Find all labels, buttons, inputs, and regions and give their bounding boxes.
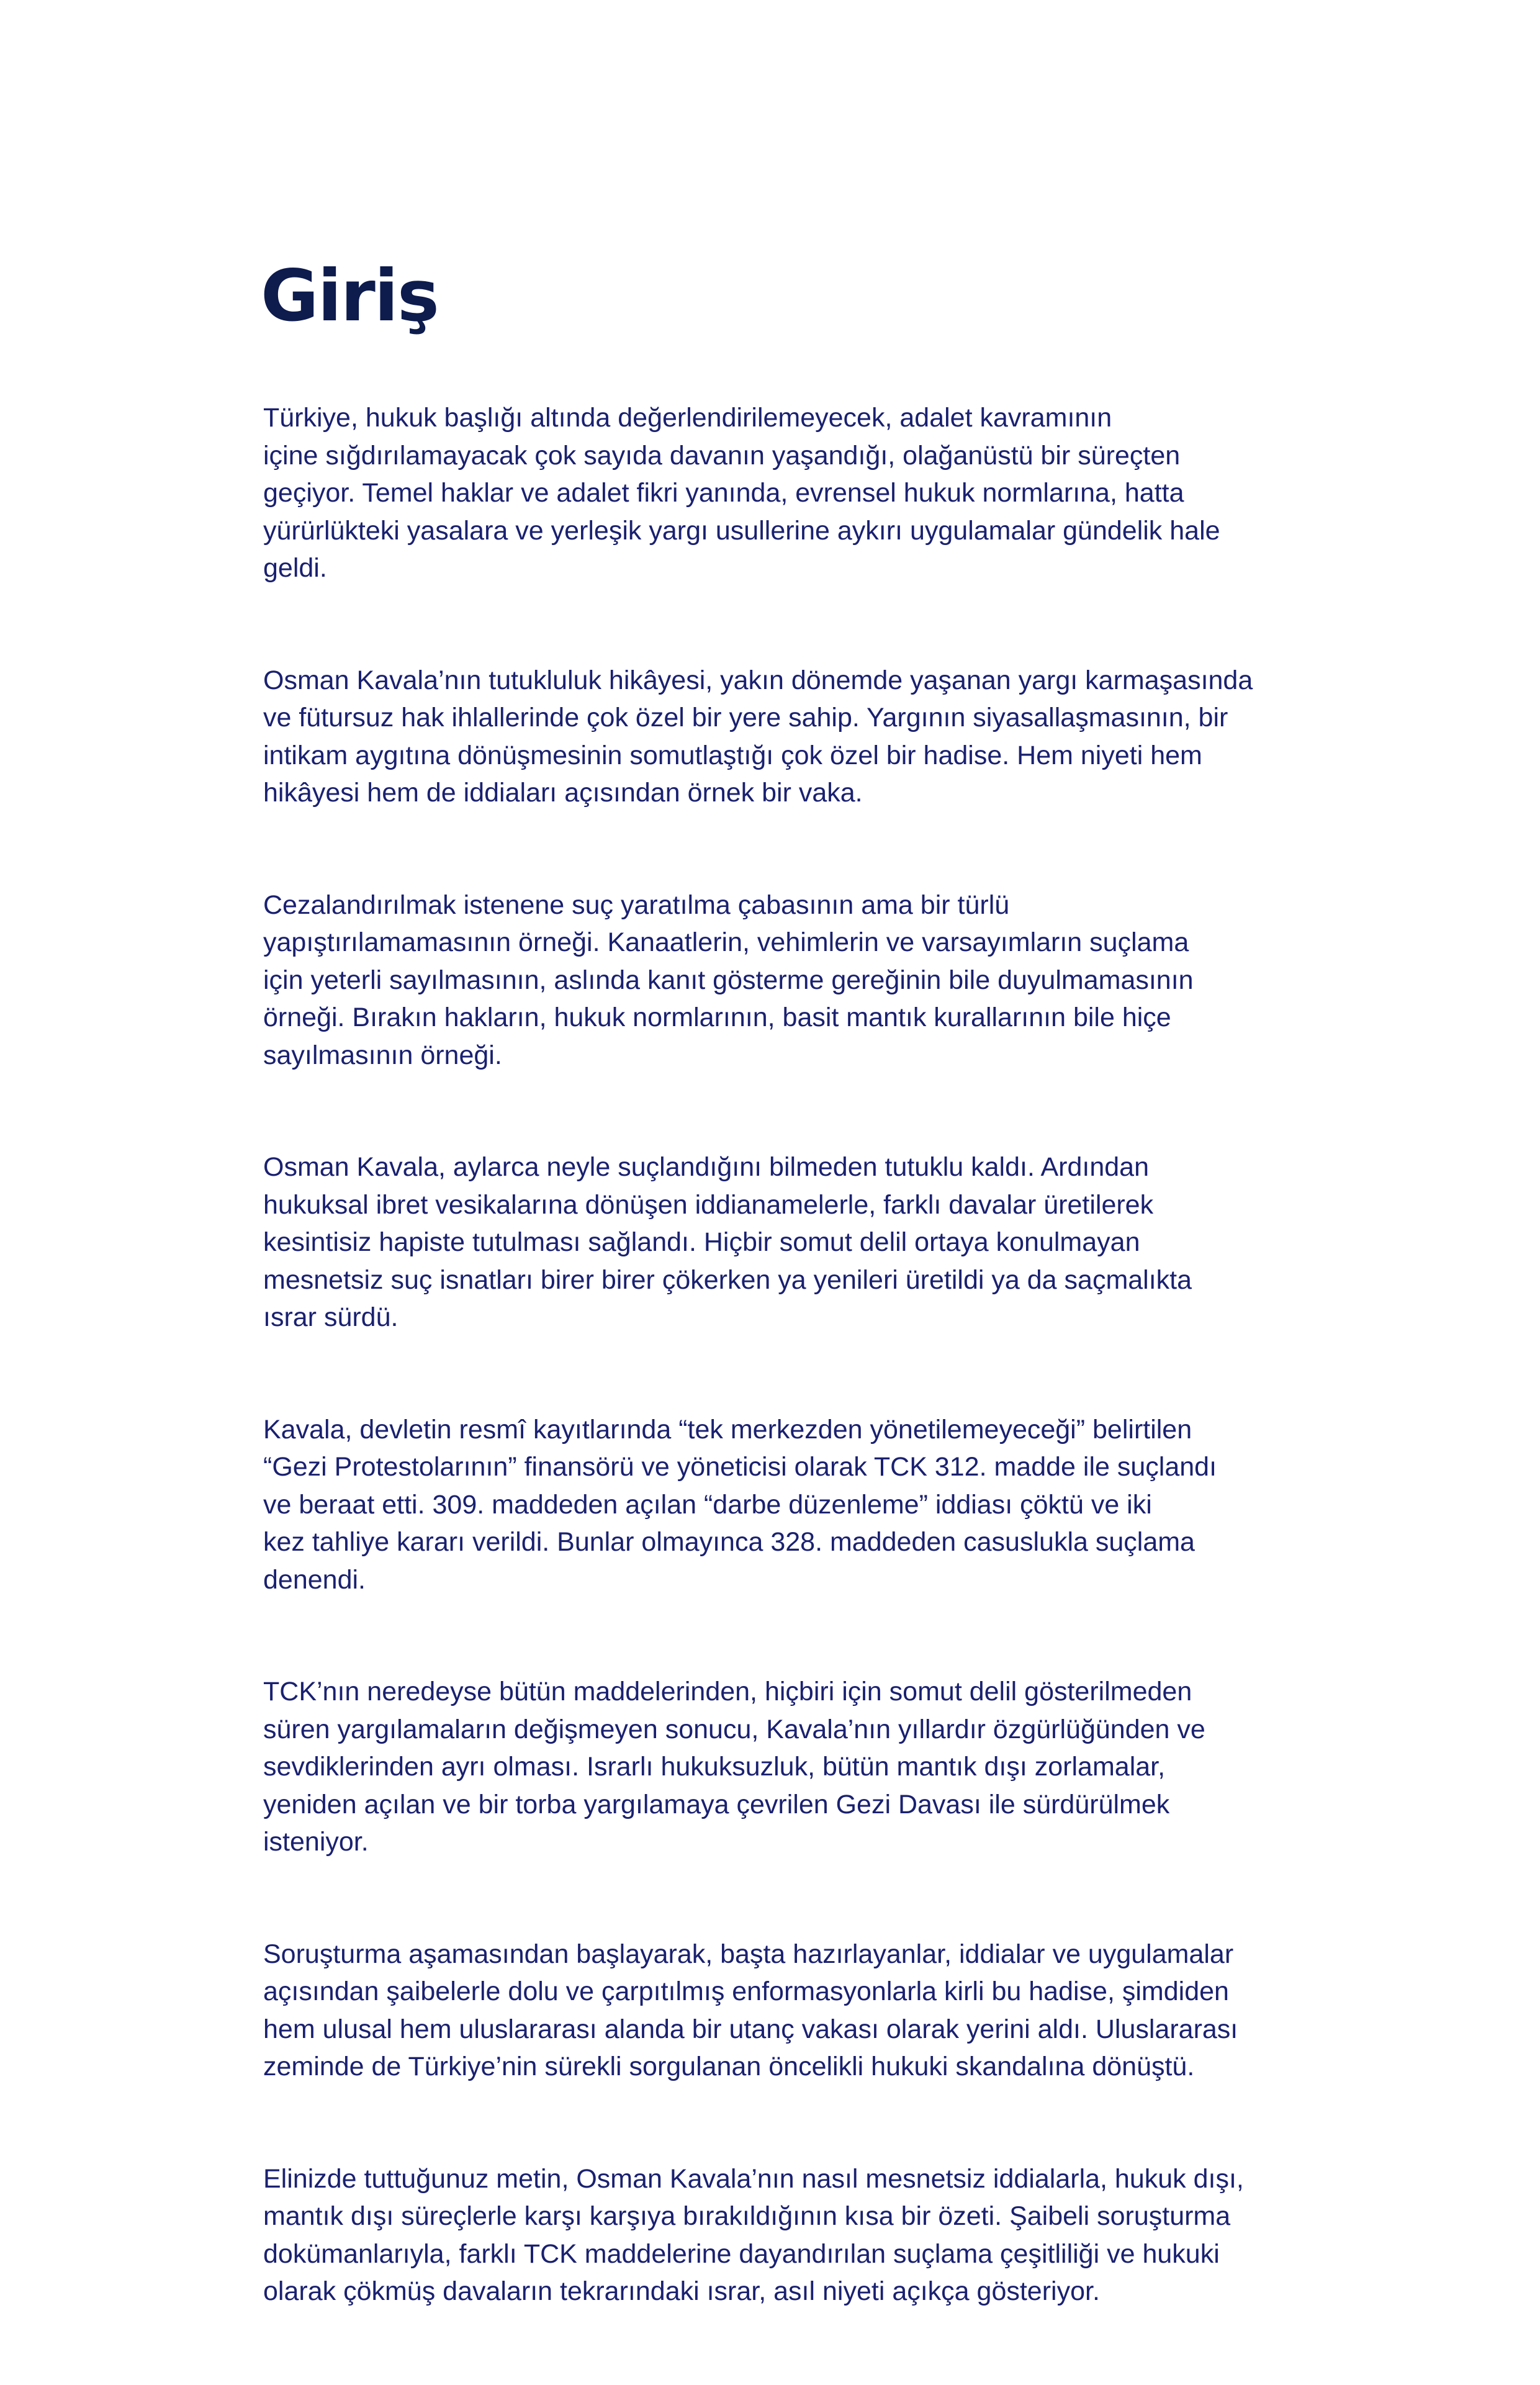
paragraph-line: TCK’nın neredeyse bütün maddelerinden, hiçbiri için somut delil gösterilmeden: [263, 1677, 1192, 1706]
paragraph-line: yürürlükteki yasalara ve yerleşik yargı usullerine aykırı uygulamalar gündelik hale: [263, 515, 1220, 546]
paragraph-line: Türkiye, hukuk başlığı altında değerlendirilemeyecek, adalet kavramının: [263, 403, 1112, 433]
paragraph-line: zeminde de Türkiye’nin sürekli sorgulanan öncelikli hukuki skandalına dönüştü.: [263, 2052, 1195, 2081]
page-title: Giriş: [261, 255, 438, 337]
paragraph-line: mesnetsiz suç isnatları birer birer çökerken ya yenileri üretildi ya da saçmalıkta: [263, 1265, 1192, 1295]
paragraph-line: Osman Kavala, aylarca neyle suçlandığını bilmeden tutuklu kaldı. Ardından: [263, 1152, 1149, 1182]
paragraph-line: hukuksal ibret vesikalarına dönüşen iddianamelerle, farklı davalar üretilerek: [263, 1189, 1154, 1220]
paragraph-line: kez tahliye kararı verildi. Bunlar olmayınca 328. maddeden casuslukla suçlama: [263, 1527, 1195, 1557]
paragraph: [263, 1148, 1318, 1337]
paragraph-line: açısından şaibelerle dolu ve çarpıtılmış enformasyonlarla kirli bu hadise, şimdiden: [263, 1977, 1229, 2006]
paragraph: [263, 662, 1318, 812]
paragraph-line: mantık dışı süreçlerle karşı karşıya bırakıldığının kısa bir özeti. Şaibeli soruşturma: [263, 2201, 1231, 2231]
paragraph-line: geldi.: [263, 553, 327, 583]
paragraph: [263, 886, 1318, 1075]
paragraph-line: dokümanlarıyla, farklı TCK maddelerine dayandırılan suçlama çeşitliliği ve hukuki: [263, 2238, 1220, 2269]
paragraph-line: Soruşturma aşamasından başlayarak, başta hazırlayanlar, iddialar ve uygulamalar: [263, 1939, 1234, 1969]
paragraph-line: isteniyor.: [263, 1827, 369, 1857]
paragraph-line: denendi.: [263, 1564, 366, 1595]
paragraph-line: olarak çökmüş davaların tekrarındaki ısrar, asıl niyeti açıkça gösteriyor.: [263, 2276, 1100, 2306]
paragraph-line: Cezalandırılmak istenene suç yaratılma çabasının ama bir türlü: [263, 890, 1010, 920]
paragraph-line: hem ulusal hem uluslararası alanda bir utanç vakası olarak yerini aldı. Uluslararası: [263, 2014, 1238, 2044]
paragraph-line: kesintisiz hapiste tutulması sağlandı. Hiçbir somut delil ortaya konulmayan: [263, 1227, 1140, 1257]
paragraph-line: ısrar sürdü.: [263, 1302, 399, 1332]
paragraph: [263, 2160, 1318, 2311]
paragraph-line: süren yargılamaların değişmeyen sonucu, Kavala’nın yıllardır özgürlüğünden ve: [263, 1714, 1205, 1744]
paragraph-line: örneği. Bırakın hakların, hukuk normlarının, basit mantık kurallarının bile hiçe: [263, 1003, 1171, 1032]
paragraph-line: içine sığdırılamayacak çok sayıda davanın yaşandığı, olağanüstü bir süreçten: [263, 440, 1181, 471]
document-body: [263, 399, 1318, 2385]
paragraph-line: Osman Kavala’nın tutukluluk hikâyesi, yakın dönemde yaşanan yargı karmaşasında: [263, 665, 1253, 695]
paragraph-line: sayılmasının örneği.: [263, 1040, 502, 1070]
paragraph-line: için yeterli sayılmasının, aslında kanıt gösterme gereğinin bile duyulmamasının: [263, 965, 1194, 995]
paragraph-line: intikam aygıtına dönüşmesinin somutlaştığı çok özel bir hadise. Hem niyeti hem: [263, 740, 1202, 770]
paragraph: [263, 1411, 1318, 1599]
paragraph: [263, 1936, 1318, 2086]
paragraph-line: Elinizde tuttuğunuz metin, Osman Kavala’nın nasıl mesnetsiz iddialarla, hukuk dışı,: [263, 2163, 1244, 2194]
paragraph: [263, 1673, 1318, 1861]
paragraph-line: sevdiklerinden ayrı olması. Israrlı hukuksuzluk, bütün mantık dışı zorlamalar,: [263, 1752, 1166, 1782]
paragraph-line: yapıştırılamamasının örneği. Kanaatlerin, vehimlerin ve varsayımların suçlama: [263, 927, 1189, 957]
paragraph-line: hikâyesi hem de iddiaları açısından örnek bir vaka.: [263, 778, 863, 808]
paragraph-line: geçiyor. Temel haklar ve adalet fikri yanında, evrensel hukuk normlarına, hatta: [263, 478, 1184, 508]
paragraph-line: yeniden açılan ve bir torba yargılamaya çevrilen Gezi Davası ile sürdürülmek: [263, 1789, 1170, 1819]
paragraph-line: ve fütursuz hak ihlallerinde çok özel bir yere sahip. Yargının siyasallaşmasının, bir: [263, 703, 1228, 733]
paragraph-line: Kavala, devletin resmî kayıtlarında “tek merkezden yönetilemeyeceği” belirtilen: [263, 1414, 1192, 1445]
paragraph-line: “Gezi Protestolarının” finansörü ve yöneticisi olarak TCK 312. madde ile suçlandı: [263, 1452, 1217, 1482]
paragraph-line: ve beraat etti. 309. maddeden açılan “darbe düzenleme” iddiası çöktü ve iki: [263, 1489, 1152, 1520]
paragraph: [263, 399, 1318, 587]
